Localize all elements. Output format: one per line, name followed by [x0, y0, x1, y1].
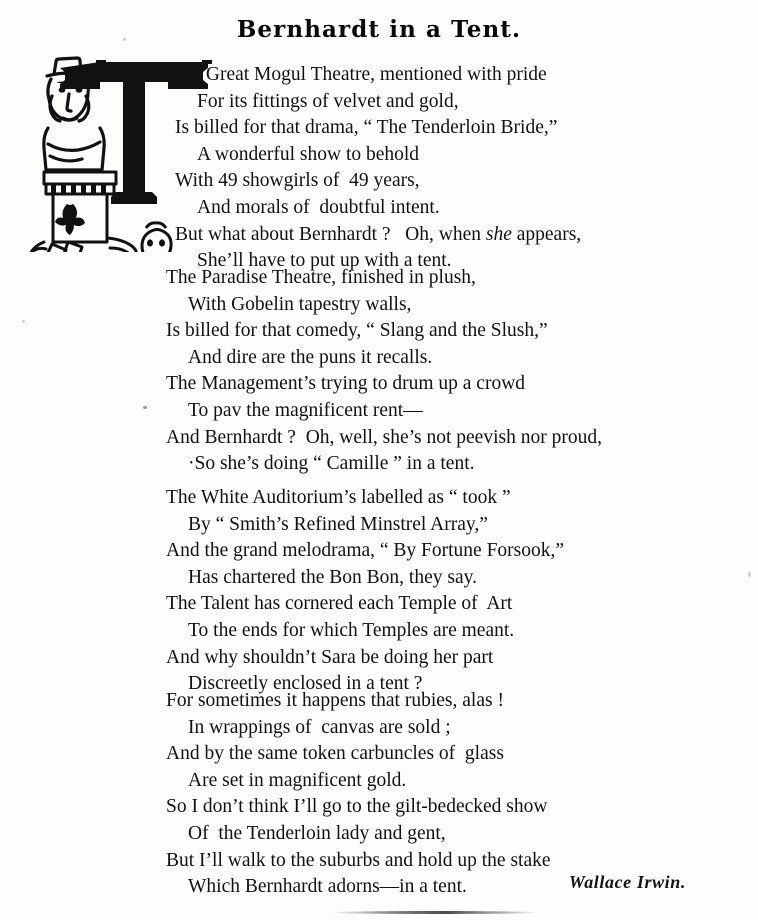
- poem-line: And why shouldn’t Sara be doing her part: [166, 646, 494, 668]
- poem-line: Has chartered the Bon Bon, they say.: [188, 566, 477, 588]
- poem-line: For sometimes it happens that rubies, alas !: [166, 690, 504, 711]
- poem-line: With Gobelin tapestry walls,: [188, 293, 412, 315]
- scan-speck: [748, 572, 751, 577]
- poem-line: The White Auditorium’s labelled as “ took ”: [166, 487, 511, 508]
- poem-line: In wrappings of canvas are sold ;: [188, 716, 451, 738]
- poem-line: To the ends for which Temples are meant.: [188, 619, 515, 641]
- poem-line: Is billed for that comedy, “ Slang and the Slush,”: [166, 320, 548, 342]
- poem-line: And morals of doubtful intent.: [197, 196, 440, 218]
- poem-line: Discreetly enclosed in a tent ?: [188, 673, 423, 695]
- stanza: [175, 62, 758, 275]
- poem-line: Which Bernhardt adorns—in a tent.: [188, 876, 467, 898]
- poem-line: ·So she’s doing “ Camille ” in a tent.: [188, 453, 475, 475]
- poem-line: But I’ll walk to the suburbs and hold up the stake: [166, 849, 551, 871]
- scan-speck: [143, 406, 147, 409]
- poem-line: The Talent has cornered each Temple of Art: [166, 593, 513, 615]
- poem-line: She’ll have to put up with a tent.: [197, 250, 452, 272]
- poem-line: And the grand melodrama, “ By Fortune Forsook,”: [166, 540, 565, 562]
- poem-line: For its fittings of velvet and gold,: [197, 90, 459, 112]
- scan-speck: [22, 320, 25, 323]
- stanza: [166, 485, 758, 698]
- poem-line: HE Great Mogul Theatre, mentioned with pride: [175, 64, 547, 85]
- stanza: [166, 688, 758, 901]
- page-title: Bernhardt in a Tent.: [236, 16, 522, 43]
- poem-line: Are set in magnificent gold.: [188, 769, 407, 791]
- poem-line: To pav the magnificent rent—: [188, 399, 423, 421]
- poem-line: And by the same token carbuncles of glass: [166, 743, 504, 765]
- emphasis-word: she: [485, 223, 512, 245]
- poem-line: So I don’t think I’ll go to the gilt-bedecked show: [166, 796, 548, 818]
- poem-line: The Management’s trying to drum up a crowd: [166, 373, 526, 395]
- author-signature: Wallace Irwin.: [568, 872, 686, 892]
- poem-line: By “ Smith’s Refined Minstrel Array,”: [188, 513, 488, 535]
- scan-speck: [123, 38, 126, 41]
- poem-line: Of the Tenderloin lady and gent,: [188, 822, 446, 844]
- poem-line: And dire are the puns it recalls.: [188, 346, 433, 368]
- poem-line: With 49 showgirls of 49 years,: [175, 170, 420, 192]
- stanza: [166, 265, 758, 478]
- poem-line: Is billed for that drama, “ The Tenderloin Bride,”: [175, 117, 558, 139]
- poem-line: A wonderful show to behold: [197, 143, 420, 165]
- poem-line: But what about Bernhardt ? Oh, when she appears,: [175, 223, 582, 245]
- bottom-ornament-rule: [330, 911, 540, 914]
- poem-line: The Paradise Theatre, finished in plush,: [166, 267, 476, 288]
- poem-line: And Bernhardt ? Oh, well, she’s not peevish nor proud,: [166, 426, 602, 448]
